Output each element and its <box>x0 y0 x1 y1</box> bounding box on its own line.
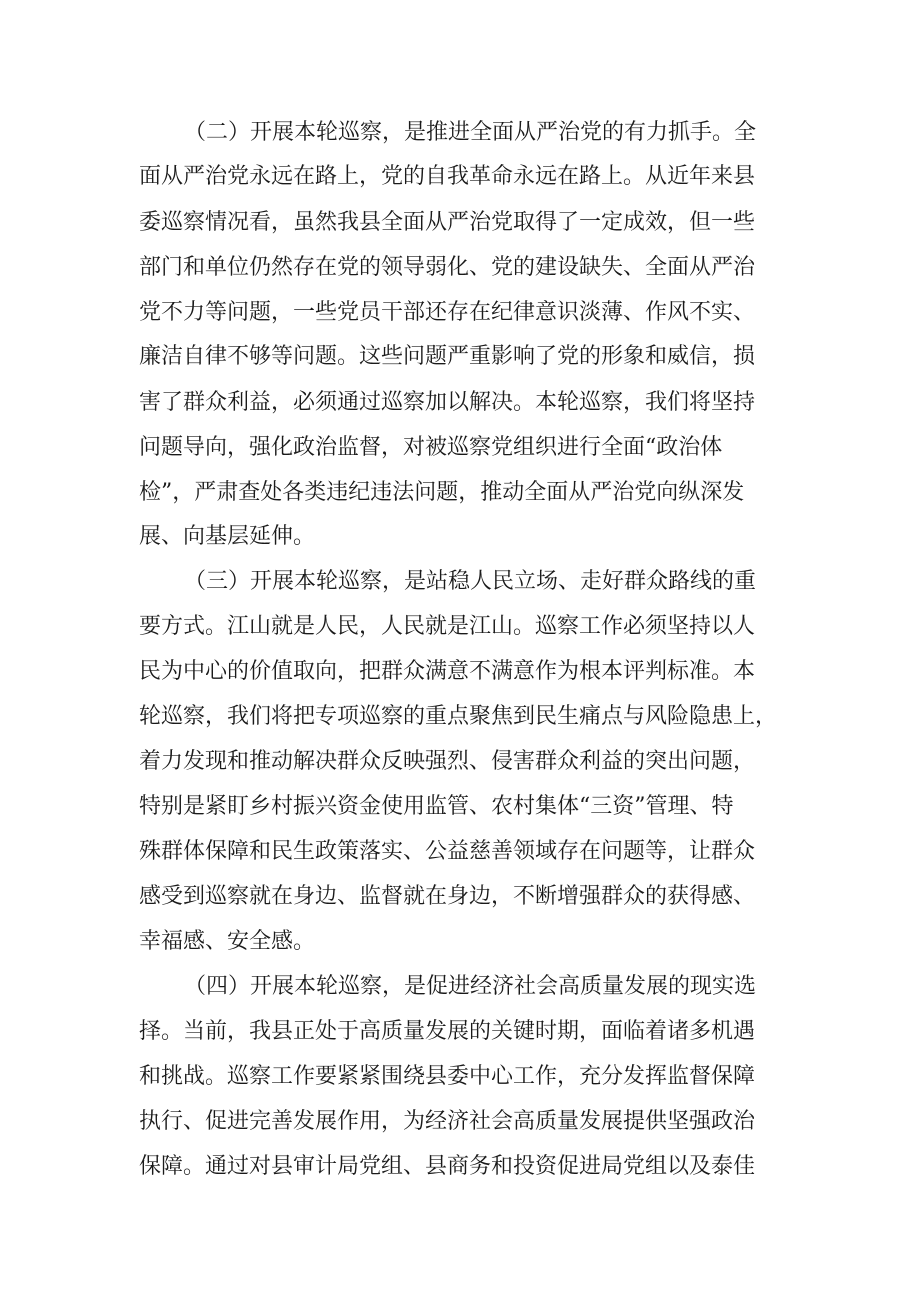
text-line: 殊群体保障和民生政策落实、公益慈善领域存在问题等，让群众 <box>139 839 756 864</box>
text-line: 执行、促进完善发展作用，为经济社会高质量发展提供坚强政治 <box>139 1109 756 1134</box>
text-line: 民为中心的价值取向，把群众满意不满意作为根本评判标准。本 <box>139 659 756 684</box>
text-line: 和挑战。巡察工作要紧紧围绕县委中心工作，充分发挥监督保障 <box>139 1064 756 1089</box>
text-line: 着力发现和推动解决群众反映强烈、侵害群众利益的突出问题， <box>139 749 756 774</box>
text-line: 要方式。江山就是人民，人民就是江山。巡察工作必须坚持以人 <box>139 614 756 639</box>
text-line: 感受到巡察就在身边、监督就在身边，不断增强群众的获得感、 <box>139 884 756 909</box>
text-line: 幸福感、安全感。 <box>139 929 316 954</box>
text-line: 检”，严肃查处各类违纪违法问题，推动全面从严治党向纵深发 <box>139 480 745 505</box>
text-line: （四）开展本轮巡察，是促进经济社会高质量发展的现实选 <box>184 974 757 999</box>
text-line: 廉洁自律不够等问题。这些问题严重影响了党的形象和威信，损 <box>139 344 756 369</box>
text-line: 择。当前，我县正处于高质量发展的关键时期，面临着诸多机遇 <box>139 1019 756 1044</box>
text-line: （三）开展本轮巡察，是站稳人民立场、走好群众路线的重 <box>184 569 757 594</box>
text-line: 部门和单位仍然存在党的领导弱化、党的建设缺失、全面从严治 <box>139 255 756 280</box>
text-line: 轮巡察，我们将把专项巡察的重点聚焦到民生痛点与风险隐患上， <box>139 704 778 729</box>
text-line: 问题导向，强化政治监督，对被巡察党组织进行全面“政治体 <box>139 435 723 460</box>
text-line: 害了群众利益，必须通过巡察加以解决。本轮巡察，我们将坚持 <box>139 390 756 415</box>
text-line: 特别是紧盯乡村振兴资金使用监管、农村集体“三资”管理、特 <box>139 794 734 819</box>
text-line: 展、向基层延伸。 <box>139 524 316 549</box>
text-line: 保障。通过对县审计局党组、县商务和投资促进局党组以及泰佳 <box>139 1154 756 1179</box>
text-line: 党不力等问题，一些党员干部还存在纪律意识淡薄、作风不实、 <box>139 300 756 325</box>
text-line: 面从严治党永远在路上，党的自我革命永远在路上。从近年来县 <box>139 164 756 189</box>
text-line: （二）开展本轮巡察，是推进全面从严治党的有力抓手。全 <box>184 120 757 145</box>
text-line: 委巡察情况看，虽然我县全面从严治党取得了一定成效，但一些 <box>139 210 756 235</box>
